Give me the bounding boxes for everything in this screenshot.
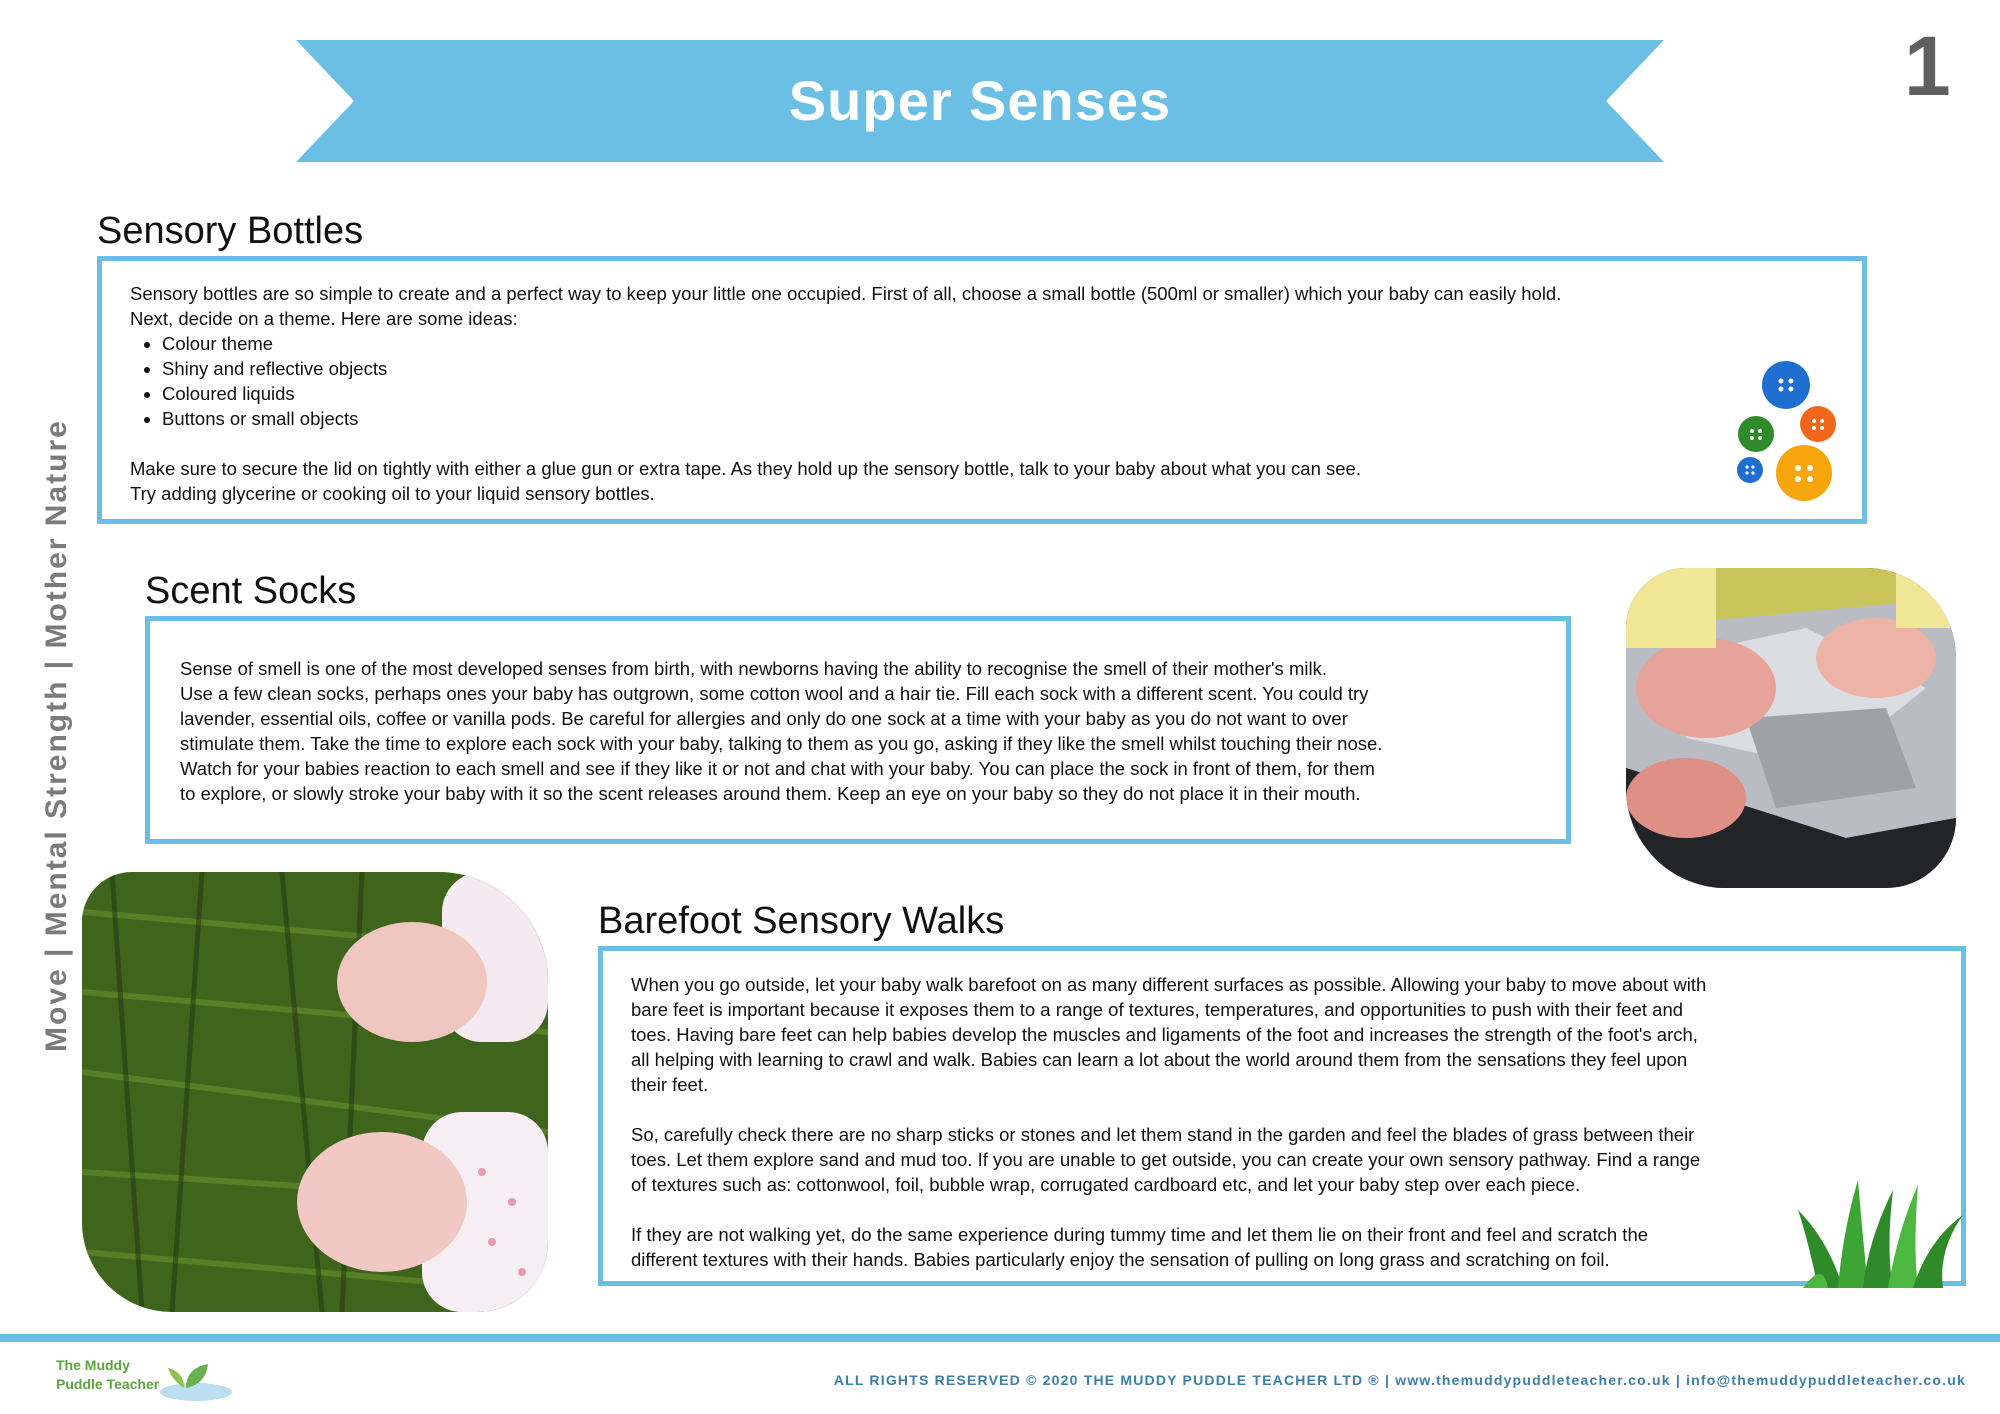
bottles-line: Next, decide on a theme. Here are some ideas: bbox=[130, 308, 518, 329]
walks-line: their feet. bbox=[631, 1074, 709, 1095]
baby-feet-grass-photo bbox=[82, 872, 548, 1312]
walks-line: bare feet is important because it exposes them to a range of textures, temperatures, and opportunities to push with their feet and bbox=[631, 999, 1684, 1020]
socks-line: Watch for your babies reaction to each smell and see if they like it or not and chat with your baby. You can place the sock in front of them, for them bbox=[180, 758, 1375, 779]
sensory-bottles-box bbox=[97, 256, 1867, 524]
footer-copyright: ALL RIGHTS RESERVED © 2020 THE MUDDY PUDDLE TEACHER LTD ® | www.themuddypuddleteacher.co.uk | info@themuddypuddleteacher.co.uk bbox=[833, 1372, 1966, 1388]
title-banner bbox=[296, 40, 1664, 162]
ideas-list bbox=[130, 331, 1834, 431]
bottles-line: Try adding glycerine or cooking oil to your liquid sensory bottles. bbox=[130, 483, 655, 504]
walks-line: If they are not walking yet, do the same experience during tummy time and let them lie on their front and feel and scratch the bbox=[631, 1224, 1649, 1245]
barefoot-walks-box bbox=[598, 946, 1966, 1286]
walks-line: different textures with their hands. Babies particularly enjoy the sensation of pulling on long grass and scratching on foil. bbox=[631, 1249, 1610, 1270]
side-label: Move | Mental Strength | Mother Nature bbox=[40, 419, 73, 1052]
bottles-line: Make sure to secure the lid on tightly with either a glue gun or extra tape. As they hold up the sensory bottle, talk to your baby about what you can see. bbox=[130, 458, 1361, 479]
socks-line: Use a few clean socks, perhaps ones your baby has outgrown, some cotton wool and a hair tie. Fill each sock with a different scent. You could try bbox=[180, 683, 1369, 704]
list-item: • Colour theme bbox=[162, 331, 1834, 356]
logo-line: Puddle Teacher bbox=[56, 1376, 160, 1392]
buttons-illustration bbox=[1736, 358, 1846, 508]
scent-socks-heading: Scent Socks bbox=[145, 570, 357, 612]
socks-line: stimulate them. Take the time to explore each sock with your baby, talking to them as you go, asking if they like the smell whilst touching their nose. bbox=[180, 733, 1383, 754]
walks-line: toes. Let them explore sand and mud too. If you are unable to get outside, you can create your own sensory pathway. Find a range bbox=[631, 1149, 1701, 1170]
company-logo bbox=[56, 1356, 206, 1406]
walks-line: all helping with learning to crawl and walk. Babies can learn a lot about the world around them from the sensations they feel upon bbox=[631, 1049, 1688, 1070]
walks-line: When you go outside, let your baby walk barefoot on as many different surfaces as possible. Allowing your baby to move about with bbox=[631, 974, 1707, 995]
leaf-icon bbox=[156, 1360, 236, 1404]
sensory-bottles-heading: Sensory Bottles bbox=[97, 210, 364, 252]
socks-line: lavender, essential oils, coffee or vanilla pods. Be careful for allergies and only do one sock at a time with your baby as you do not want to over bbox=[180, 708, 1348, 729]
baby-hands-foil-photo bbox=[1626, 568, 1956, 888]
socks-line: to explore, or slowly stroke your baby with it so the scent releases around them. Keep an eye on your baby so they do not place it in their mouth. bbox=[180, 783, 1361, 804]
walks-line: of textures such as: cottonwool, foil, bubble wrap, corrugated cardboard etc, and let your baby step over each piece. bbox=[631, 1174, 1581, 1195]
list-item: • Buttons or small objects bbox=[162, 406, 1834, 431]
page-title: Super Senses bbox=[788, 69, 1172, 132]
walks-line: So, carefully check there are no sharp sticks or stones and let them stand in the garden and feel the blades of grass between their bbox=[631, 1124, 1695, 1145]
list-item: • Shiny and reflective objects bbox=[162, 356, 1834, 381]
socks-line: Sense of smell is one of the most developed senses from birth, with newborns having the ability to recognise the smell of their mother's milk. bbox=[180, 658, 1327, 679]
page-number: 1 bbox=[1904, 19, 1951, 113]
footer-divider bbox=[0, 1334, 2000, 1342]
scent-socks-box bbox=[145, 616, 1571, 844]
grass-illustration bbox=[1798, 1180, 1968, 1290]
bottles-line: Sensory bottles are so simple to create and a perfect way to keep your little one occupied. First of all, choose a small bottle (500ml or smaller) which your baby can easily hold. bbox=[130, 283, 1562, 304]
walks-line: toes. Having bare feet can help babies develop the muscles and ligaments of the foot and increases the strength of the foot's arch, bbox=[631, 1024, 1698, 1045]
list-item: • Coloured liquids bbox=[162, 381, 1834, 406]
logo-line: The Muddy bbox=[56, 1357, 130, 1373]
barefoot-walks-heading: Barefoot Sensory Walks bbox=[598, 900, 1005, 942]
